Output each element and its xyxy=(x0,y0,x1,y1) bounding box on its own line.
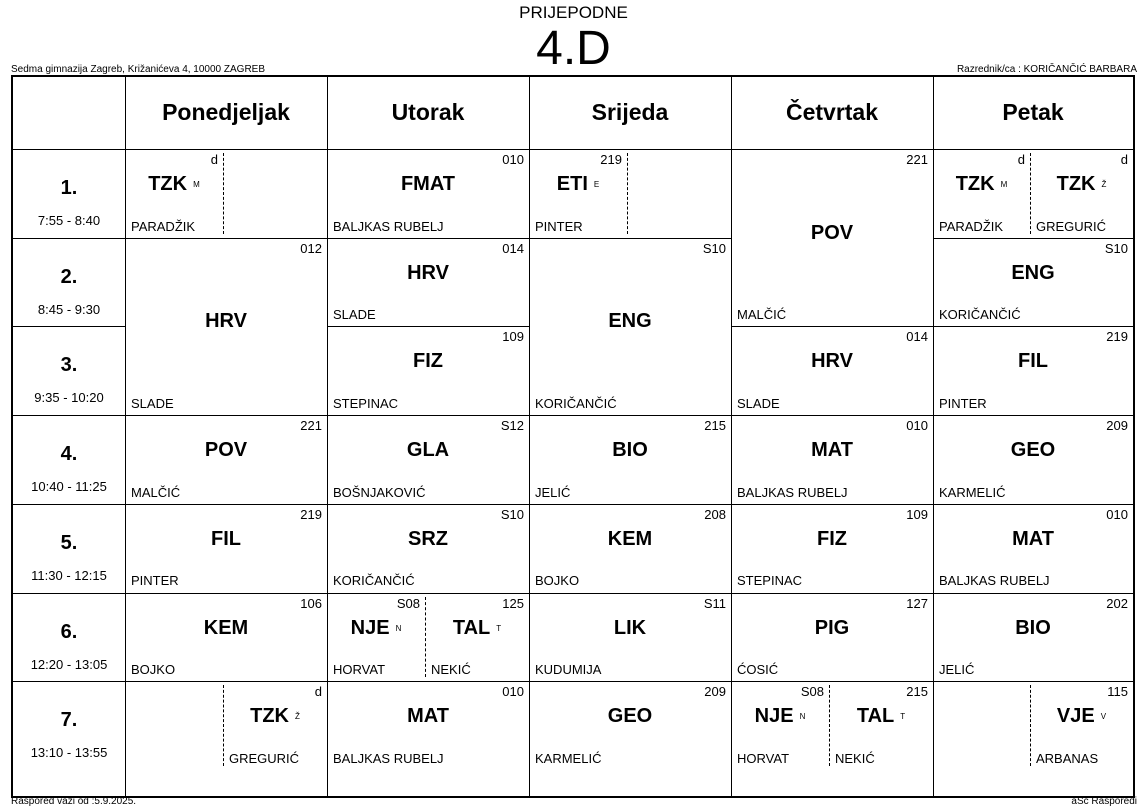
grid-line xyxy=(13,593,125,594)
lesson-cell[interactable] xyxy=(1030,149,1133,238)
homeroom-teacher: Razrednik/ca : KORIČANČIĆ BARBARA xyxy=(956,64,1137,75)
teacher-name: PARADŽIK xyxy=(131,218,196,234)
teacher-name: KARMELIĆ xyxy=(535,750,602,766)
room-number: 014 xyxy=(502,240,524,256)
subject-code xyxy=(731,705,829,728)
subject-code xyxy=(1030,173,1133,196)
group-marker: Ž xyxy=(295,712,300,722)
teacher-name: KORIČANČIĆ xyxy=(939,307,1021,323)
period-time: 8:45 - 9:30 xyxy=(37,301,101,317)
room-number: 115 xyxy=(1107,684,1128,700)
subject-code xyxy=(125,617,327,640)
subject-text: TZK xyxy=(148,173,188,195)
group-marker: N xyxy=(395,623,402,633)
split-divider xyxy=(223,153,224,234)
subject-text: FIL xyxy=(1018,350,1048,373)
room-number: 221 xyxy=(300,418,322,434)
subject-code xyxy=(327,528,529,551)
day-header: Srijeda xyxy=(591,99,669,125)
lesson-cell[interactable] xyxy=(327,415,529,504)
room-number: 209 xyxy=(704,684,726,700)
subject-text: KEM xyxy=(203,616,249,639)
period-number: 7. xyxy=(60,709,78,732)
teacher-name: ĆOSIĆ xyxy=(737,662,779,678)
subject-text: KEM xyxy=(607,527,653,550)
teacher-name: MALČIĆ xyxy=(131,484,181,500)
subject-code xyxy=(933,528,1133,551)
subject-code xyxy=(425,617,529,640)
lesson-cell[interactable] xyxy=(529,415,731,504)
room-number: 012 xyxy=(300,240,322,256)
subject-code xyxy=(327,262,529,285)
subject-text: HRV xyxy=(205,310,247,333)
teacher-name: BALJKAS RUBELJ xyxy=(939,573,1050,589)
lesson-cell[interactable] xyxy=(731,149,933,326)
subject-text: GEO xyxy=(607,705,653,728)
subject-code xyxy=(223,705,327,728)
class-name: 4.D xyxy=(536,22,611,75)
subject-code xyxy=(933,173,1030,196)
day-header: Petak xyxy=(1002,99,1064,125)
subject-code xyxy=(125,439,327,462)
teacher-name: NEKIĆ xyxy=(835,750,875,766)
split-divider xyxy=(627,153,628,234)
subject-code xyxy=(731,617,933,640)
school-name: Sedma gimnazija Zagreb, Križanićeva 4, 10000 ZAGREB xyxy=(11,64,266,75)
lesson-cell[interactable] xyxy=(731,681,829,770)
lesson-cell[interactable] xyxy=(125,593,327,682)
subject-code xyxy=(529,528,731,551)
teacher-name: GREGURIĆ xyxy=(229,750,300,766)
subject-text: LIK xyxy=(613,616,647,639)
grid-line xyxy=(13,681,125,682)
period-time: 12:20 - 13:05 xyxy=(30,656,108,672)
lesson-cell[interactable] xyxy=(125,415,327,504)
group-marker: M xyxy=(193,180,200,190)
subject-text: BIO xyxy=(1015,616,1051,639)
subject-text: TZK xyxy=(1056,173,1096,195)
lesson-cell[interactable] xyxy=(327,504,529,593)
period-time: 7:55 - 8:40 xyxy=(37,213,101,228)
subject-code xyxy=(731,350,933,373)
teacher-name: JELIĆ xyxy=(939,662,975,678)
teacher-name: BOJKO xyxy=(131,662,176,678)
lesson-cell[interactable] xyxy=(327,238,529,327)
day-header: Četvrtak xyxy=(785,99,879,125)
day-header: Utorak xyxy=(391,99,465,125)
teacher-name: ARBANAS xyxy=(1036,750,1099,766)
teacher-name: JELIĆ xyxy=(535,484,571,500)
teacher-name: NEKIĆ xyxy=(431,662,471,678)
room-number: 215 xyxy=(704,418,726,434)
subject-text: PIG xyxy=(814,616,850,639)
room-number: d xyxy=(314,684,322,700)
room-number: 215 xyxy=(906,684,928,700)
subject-code xyxy=(529,310,731,333)
group-marker: M xyxy=(1000,180,1008,190)
software-credit: aSc Rasporedi xyxy=(1071,796,1137,807)
period-number: 5. xyxy=(60,531,78,554)
room-number: 221 xyxy=(906,152,928,167)
period-number: 3. xyxy=(60,354,78,377)
teacher-name: PINTER xyxy=(535,218,583,234)
room-number: d xyxy=(210,152,218,167)
room-number: 219 xyxy=(300,506,322,522)
subject-code xyxy=(933,617,1133,640)
grid-line xyxy=(13,238,125,239)
group-marker: V xyxy=(1100,712,1107,722)
teacher-name: KORIČANČIĆ xyxy=(333,573,415,589)
lesson-cell[interactable] xyxy=(327,681,529,770)
lesson-cell[interactable] xyxy=(529,504,731,593)
lesson-cell[interactable] xyxy=(223,681,327,770)
lesson-cell[interactable] xyxy=(327,326,529,415)
day-header: Ponedjeljak xyxy=(162,99,290,125)
room-number: 109 xyxy=(906,506,928,522)
period-number: 2. xyxy=(60,265,78,288)
subject-code xyxy=(933,350,1133,373)
subject-text: MAT xyxy=(1012,527,1054,550)
teacher-name: PINTER xyxy=(131,573,179,589)
room-number: 010 xyxy=(1106,506,1128,522)
lesson-cell[interactable] xyxy=(731,504,933,593)
grid-line xyxy=(13,326,125,327)
subject-code xyxy=(327,705,529,728)
subject-text: HRV xyxy=(407,261,449,284)
subject-code xyxy=(933,262,1133,285)
room-number: S10 xyxy=(500,506,524,522)
period-number: 4. xyxy=(60,443,78,466)
valid-from: Raspored važi od :5.9.2025. xyxy=(11,796,137,807)
lesson-cell[interactable] xyxy=(529,593,731,682)
lesson-cell[interactable] xyxy=(529,681,731,770)
teacher-name: SLADE xyxy=(333,307,376,323)
lesson-cell[interactable] xyxy=(731,593,933,682)
subject-code xyxy=(125,173,223,196)
split-divider xyxy=(223,685,224,766)
lesson-cell[interactable] xyxy=(327,593,425,682)
teacher-name: KUDUMIJA xyxy=(535,662,602,678)
subject-text: SRZ xyxy=(408,527,448,550)
teacher-name: KORIČANČIĆ xyxy=(535,396,617,412)
teacher-name: PINTER xyxy=(939,396,987,412)
room-number: S08 xyxy=(396,595,420,611)
room-number: S11 xyxy=(703,595,726,611)
room-number: 219 xyxy=(600,152,622,167)
lesson-cell[interactable] xyxy=(731,415,933,504)
lesson-cell[interactable] xyxy=(529,149,627,238)
period-number: 1. xyxy=(60,177,78,199)
subject-text: FIL xyxy=(211,527,241,550)
split-divider xyxy=(1030,685,1031,766)
subject-code xyxy=(529,705,731,728)
room-number: 125 xyxy=(502,595,524,611)
room-number: S10 xyxy=(1104,240,1128,256)
subject-code xyxy=(327,173,529,196)
subject-text: NJE xyxy=(350,616,390,639)
room-number: 219 xyxy=(1106,329,1128,345)
lesson-cell[interactable] xyxy=(125,504,327,593)
lesson-cell[interactable] xyxy=(731,326,933,415)
room-number: S12 xyxy=(500,418,524,434)
lesson-cell[interactable] xyxy=(933,238,1133,327)
lesson-cell[interactable] xyxy=(933,149,1030,238)
period-time: 13:10 - 13:55 xyxy=(30,745,108,761)
subject-code xyxy=(829,705,933,728)
room-number: 208 xyxy=(704,506,726,522)
subject-text: ENG xyxy=(608,310,652,333)
room-number: d xyxy=(1120,152,1128,167)
subject-text: ETI xyxy=(556,173,588,195)
room-number: S08 xyxy=(800,684,824,700)
room-number: 109 xyxy=(502,329,524,345)
subject-text: BIO xyxy=(612,439,648,462)
teacher-name: STEPINAC xyxy=(333,396,399,412)
subject-text: NJE xyxy=(754,705,794,728)
room-number: 010 xyxy=(906,418,928,434)
room-number: d xyxy=(1017,152,1025,167)
grid-line xyxy=(13,415,125,416)
room-number: S10 xyxy=(702,240,726,256)
teacher-name: BOŠNJAKOVIĆ xyxy=(333,484,426,500)
group-marker: T xyxy=(900,712,906,722)
subject-text: FMAT xyxy=(400,173,456,195)
teacher-name: SLADE xyxy=(131,396,174,412)
subject-text: POV xyxy=(810,221,854,244)
lesson-cell[interactable] xyxy=(125,149,223,238)
subject-code xyxy=(327,617,425,640)
room-number: 127 xyxy=(906,595,928,611)
period-time: 10:40 - 11:25 xyxy=(31,479,107,495)
teacher-name: HORVAT xyxy=(333,662,386,678)
subject-code xyxy=(933,439,1133,462)
teacher-name: GREGURIĆ xyxy=(1036,218,1107,234)
group-marker: T xyxy=(496,623,502,633)
period-time: 9:35 - 10:20 xyxy=(34,390,104,406)
lesson-cell[interactable] xyxy=(933,415,1133,504)
subject-text: MAT xyxy=(407,705,449,728)
teacher-name: BOJKO xyxy=(535,573,580,589)
subject-code xyxy=(1030,705,1133,728)
teacher-name: MALČIĆ xyxy=(737,307,787,323)
lesson-cell[interactable] xyxy=(529,238,731,415)
period-time: 11:30 - 12:15 xyxy=(31,567,107,583)
lesson-cell[interactable] xyxy=(829,681,933,770)
subject-text: VJE xyxy=(1056,705,1095,728)
lesson-cell[interactable] xyxy=(933,504,1133,593)
teacher-name: KARMELIĆ xyxy=(939,484,1006,500)
subject-text: TZK xyxy=(955,173,995,195)
room-number: 202 xyxy=(1106,595,1128,611)
subject-text: GEO xyxy=(1010,439,1056,462)
group-marker: Ž xyxy=(1101,180,1107,190)
group-marker: E xyxy=(593,180,600,190)
subject-text: TAL xyxy=(856,705,895,728)
subject-code xyxy=(327,439,529,462)
period-number: 6. xyxy=(60,620,78,643)
lesson-cell[interactable] xyxy=(125,238,327,415)
room-number: 209 xyxy=(1106,418,1128,434)
subject-code xyxy=(125,310,327,333)
subject-text: TAL xyxy=(452,616,491,639)
teacher-name: BALJKAS RUBELJ xyxy=(333,218,444,234)
room-number: 014 xyxy=(906,329,928,345)
subject-text: HRV xyxy=(811,350,853,373)
subject-code xyxy=(731,222,933,245)
subject-code xyxy=(529,173,627,196)
subject-code xyxy=(529,439,731,462)
teacher-name: STEPINAC xyxy=(737,573,803,589)
lesson-cell[interactable] xyxy=(425,593,529,682)
teacher-name: PARADŽIK xyxy=(939,218,1004,234)
teacher-name: BALJKAS RUBELJ xyxy=(737,484,848,500)
subject-code xyxy=(125,528,327,551)
subject-code xyxy=(731,528,933,551)
lesson-cell[interactable] xyxy=(327,149,529,238)
subject-text: TZK xyxy=(250,705,289,728)
subject-text: ENG xyxy=(1011,261,1055,284)
lesson-cell[interactable] xyxy=(933,593,1133,682)
group-marker: N xyxy=(799,712,806,722)
subject-code xyxy=(529,617,731,640)
teacher-name: SLADE xyxy=(737,396,780,412)
subject-code xyxy=(731,439,933,462)
lesson-cell[interactable] xyxy=(933,326,1133,415)
teacher-name: HORVAT xyxy=(737,750,790,766)
subject-text: GLA xyxy=(406,439,450,462)
grid-line xyxy=(13,504,125,505)
subject-text: MAT xyxy=(811,439,853,462)
subject-text: FIZ xyxy=(413,350,443,373)
room-number: 010 xyxy=(502,152,524,167)
shift-label: PRIJEPODNE xyxy=(519,3,628,22)
room-number: 010 xyxy=(502,684,524,700)
subject-code xyxy=(327,350,529,373)
teacher-name: BALJKAS RUBELJ xyxy=(333,750,444,766)
room-number: 106 xyxy=(300,595,322,611)
subject-text: FIZ xyxy=(817,527,847,550)
lesson-cell[interactable] xyxy=(1030,681,1133,770)
subject-text: POV xyxy=(204,439,248,462)
